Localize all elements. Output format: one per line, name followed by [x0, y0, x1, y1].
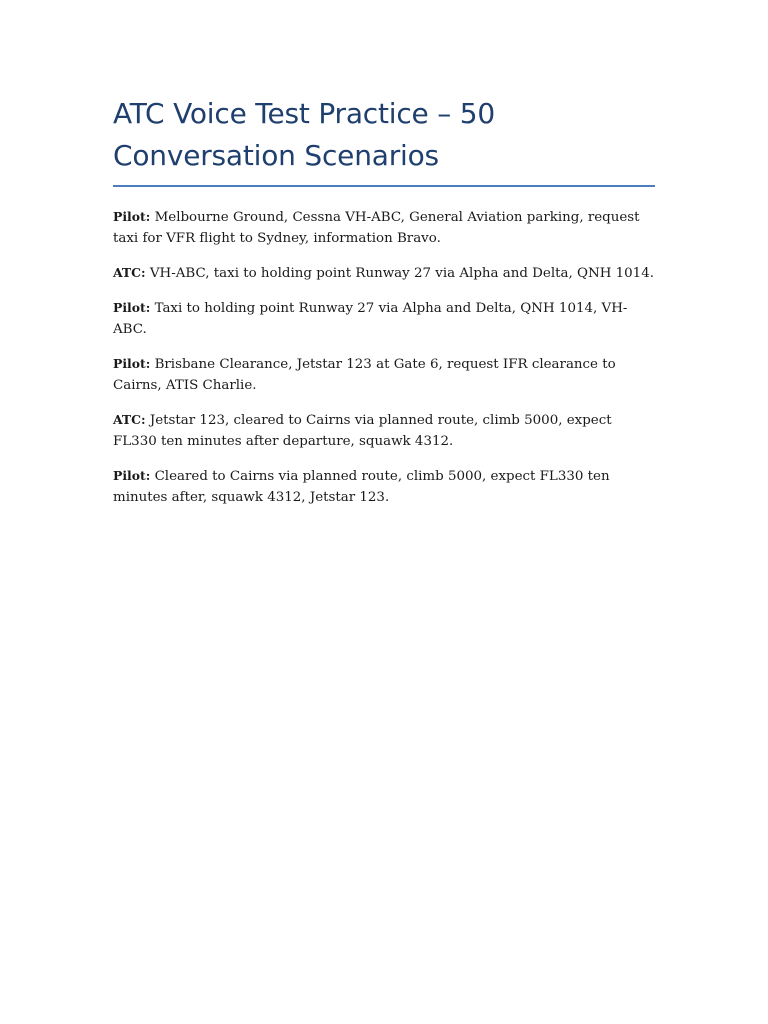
exchange-text: Cleared to Cairns via planned route, climb 5000, expect FL330 ten minutes after, squawk 4312, Jetstar 123. [113, 469, 610, 505]
exchange-line [113, 465, 655, 508]
conversation-list [113, 206, 655, 508]
document-title: ATC Voice Test Practice – 50 Conversation Scenarios [113, 93, 655, 187]
exchange-line [113, 297, 655, 340]
exchange-text: Brisbane Clearance, Jetstar 123 at Gate 6, request IFR clearance to Cairns, ATIS Charlie. [113, 357, 616, 393]
speaker-label: ATC: [113, 412, 146, 427]
document-content [113, 93, 655, 521]
speaker-label: Pilot: [113, 356, 151, 371]
exchange-text: Jetstar 123, cleared to Cairns via planned route, climb 5000, expect FL330 ten minutes after departure, squawk 4312. [113, 413, 612, 449]
exchange-line [113, 353, 655, 396]
exchange-line [113, 262, 655, 284]
exchange-line [113, 206, 655, 249]
exchange-line [113, 409, 655, 452]
exchange-text: VH-ABC, taxi to holding point Runway 27 via Alpha and Delta, QNH 1014. [149, 266, 654, 281]
speaker-label: Pilot: [113, 209, 151, 224]
exchange-text: Melbourne Ground, Cessna VH-ABC, General Aviation parking, request taxi for VFR flight to Sydney, information Bravo. [113, 210, 640, 246]
speaker-label: Pilot: [113, 468, 151, 483]
exchange-text: Taxi to holding point Runway 27 via Alpha and Delta, QNH 1014, VH-ABC. [113, 301, 628, 337]
speaker-label: Pilot: [113, 300, 151, 315]
speaker-label: ATC: [113, 265, 146, 280]
